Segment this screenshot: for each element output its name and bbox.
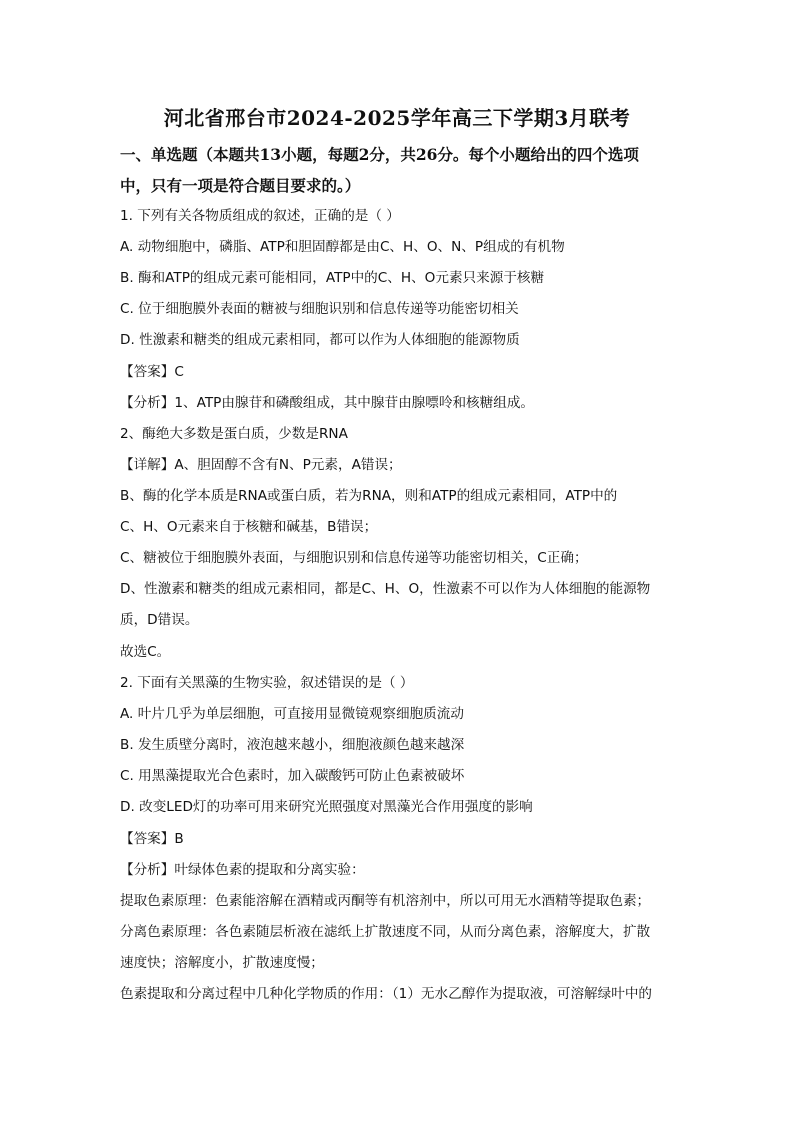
- question-1-analysis-line-2: 2、酶绝大多数是蛋白质，少数是RNA: [120, 426, 348, 442]
- question-2-analysis-line-5: 色素提取和分离过程中几种化学物质的作用：（1）无水乙醇作为提取液，可溶解绿叶中的: [120, 986, 653, 1002]
- section-heading-line-1: 一、单选题（本题共13小题，每题2分，共26分。每个小题给出的四个选项: [120, 145, 639, 164]
- section-heading-line-2: 中，只有一项是符合题目要求的。）: [120, 176, 361, 195]
- question-1-option-d: D. 性激素和糖类的组成元素相同，都可以作为人体细胞的能源物质: [120, 332, 520, 348]
- question-1-option-b: B. 酶和ATP的组成元素可能相同，ATP中的C、H、O元素只来源于核糖: [120, 270, 545, 286]
- question-2-analysis-line-1: 【分析】叶绿体色素的提取和分离实验：: [120, 862, 365, 878]
- question-2-analysis-line-2: 提取色素原理：色素能溶解在酒精或丙酮等有机溶剂中，所以可用无水酒精等提取色素；: [120, 893, 651, 909]
- question-2-option-a: A. 叶片几乎为单层细胞，可直接用显微镜观察细胞质流动: [120, 706, 464, 722]
- question-2-answer: 【答案】B: [120, 831, 184, 847]
- question-1-conclusion: 故选C。: [120, 644, 171, 660]
- question-2-analysis-line-4: 速度快；溶解度小，扩散速度慢；: [120, 955, 324, 971]
- question-2-option-c: C. 用黑藻提取光合色素时，加入碳酸钙可防止色素被破坏: [120, 768, 465, 784]
- question-1-option-c: C. 位于细胞膜外表面的糖被与细胞识别和信息传递等功能密切相关: [120, 301, 519, 317]
- question-1-detail-line-5: D、性激素和糖类的组成元素相同，都是C、H、O，性激素不可以作为人体细胞的能源物: [120, 581, 651, 597]
- question-1-analysis-line-1: 【分析】1、ATP由腺苷和磷酸组成，其中腺苷由腺嘌呤和核糖组成。: [120, 395, 535, 411]
- question-1-detail-line-3: C、H、O元素来自于核糖和碱基，B错误；: [120, 519, 378, 535]
- question-1-detail-line-2: B、酶的化学本质是RNA或蛋白质，若为RNA，则和ATP的组成元素相同，ATP中的: [120, 488, 618, 504]
- question-2-stem: 2. 下面有关黑藻的生物实验，叙述错误的是（ ）: [120, 675, 414, 691]
- question-2-analysis-line-3: 分离色素原理：各色素随层析液在滤纸上扩散速度不同，从而分离色素，溶解度大，扩散: [120, 924, 651, 940]
- question-2-option-b: B. 发生质壁分离时，液泡越来越小，细胞液颜色越来越深: [120, 737, 465, 753]
- question-2-option-d: D. 改变LED灯的功率可用来研究光照强度对黑藻光合作用强度的影响: [120, 799, 533, 815]
- question-1-answer: 【答案】C: [120, 364, 184, 380]
- question-1-detail-line-6: 质，D错误。: [120, 612, 199, 628]
- question-1-stem: 1. 下列有关各物质组成的叙述，正确的是（ ）: [120, 208, 400, 224]
- question-1-detail-line-4: C、糖被位于细胞膜外表面，与细胞识别和信息传递等功能密切相关，C正确；: [120, 550, 588, 566]
- page-title: 河北省邢台市2024-2025学年高三下学期3月联考: [163, 106, 631, 130]
- question-1-detail-line-1: 【详解】A、胆固醇不含有N、P元素，A错误；: [120, 457, 402, 473]
- question-1-option-a: A. 动物细胞中，磷脂、ATP和胆固醇都是由C、H、O、N、P组成的有机物: [120, 239, 565, 255]
